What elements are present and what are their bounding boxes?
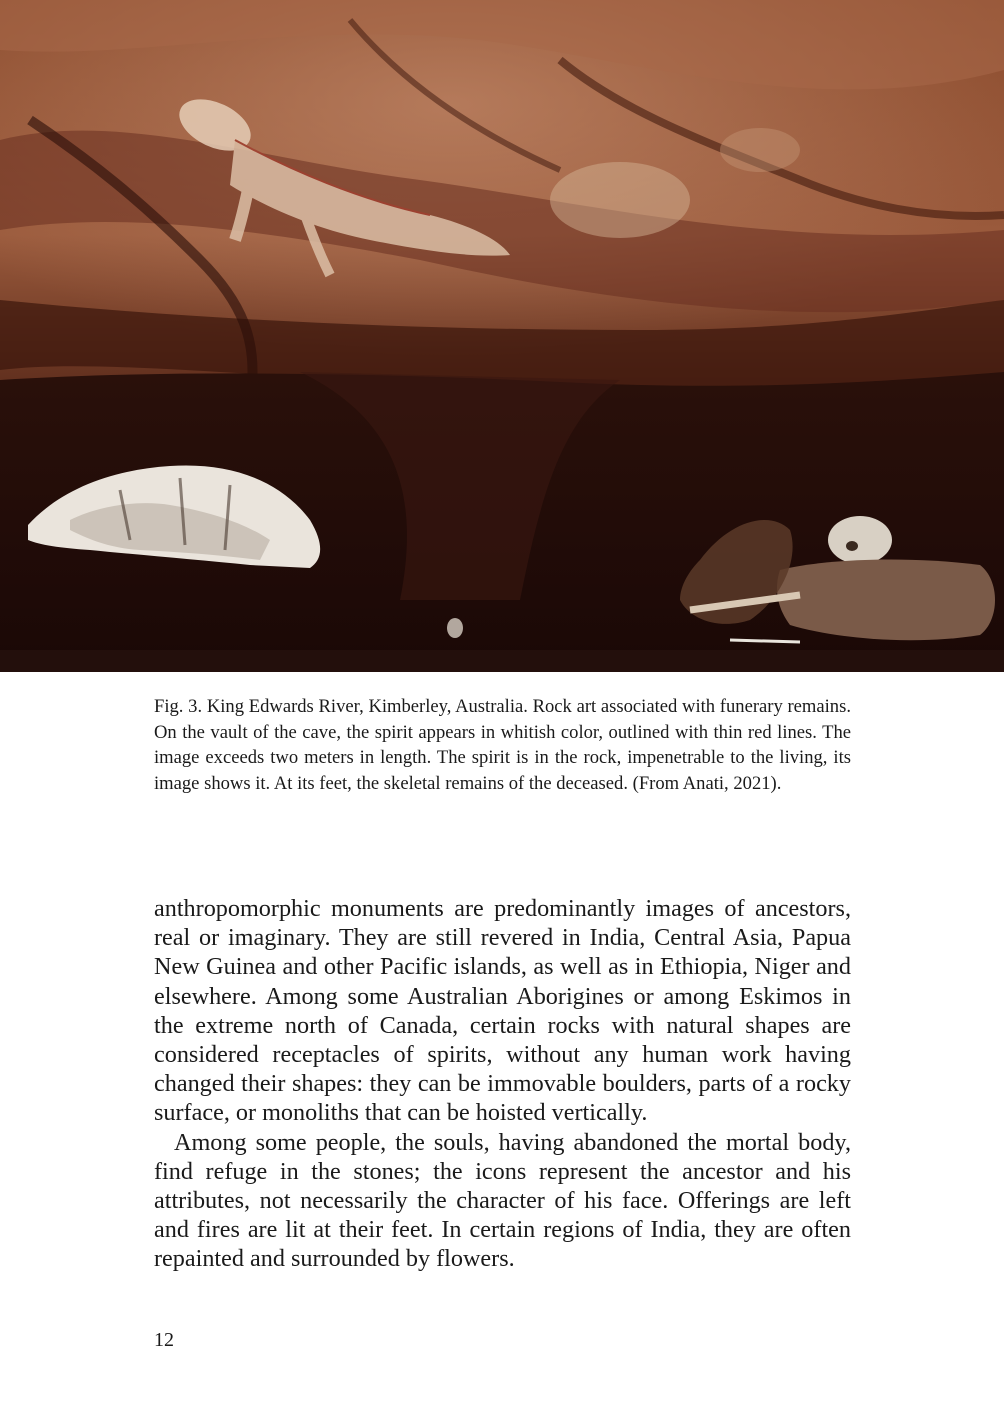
figure-caption: Fig. 3. King Edwards River, Kimberley, Australia. Rock art associated with funerary remains. On the vault of the cave, the spirit appears in whitish color, outlined with thin red lines. The image exceeds two meters in length. The spirit is in the rock, impenetrable to the living, its image shows it. At its feet, the skeletal remains of the deceased. (From Anati, 2021).	[154, 696, 851, 794]
paragraph: anthropomorphic monuments are predominantly images of ancestors, real or imaginary. They are still revered in India, Central Asia, Papua New Guinea and other Pacific islands, as well as in Ethiopia, Niger and elsewhere. Among some Australian Aborigines or among Eskimos in the extreme north of Canada, certain rocks with natural shapes are considered receptacles of spirits, without any human work having changed their shapes: they can be immovable boulders, parts of a rocky surface, or monoliths that can be hoisted vertically.	[154, 895, 851, 1127]
page-number: 12	[154, 1329, 174, 1351]
cave-photo	[0, 0, 1004, 672]
body-text	[154, 894, 851, 1274]
paragraph: Among some people, the souls, having abandoned the mortal body, find refuge in the stones; the icons represent the ancestor and his attributes, not necessarily the character of his face. Offerings are left and fires are lit at their feet. In certain regions of India, they are often repainted and surrounded by flowers.	[154, 1128, 851, 1273]
